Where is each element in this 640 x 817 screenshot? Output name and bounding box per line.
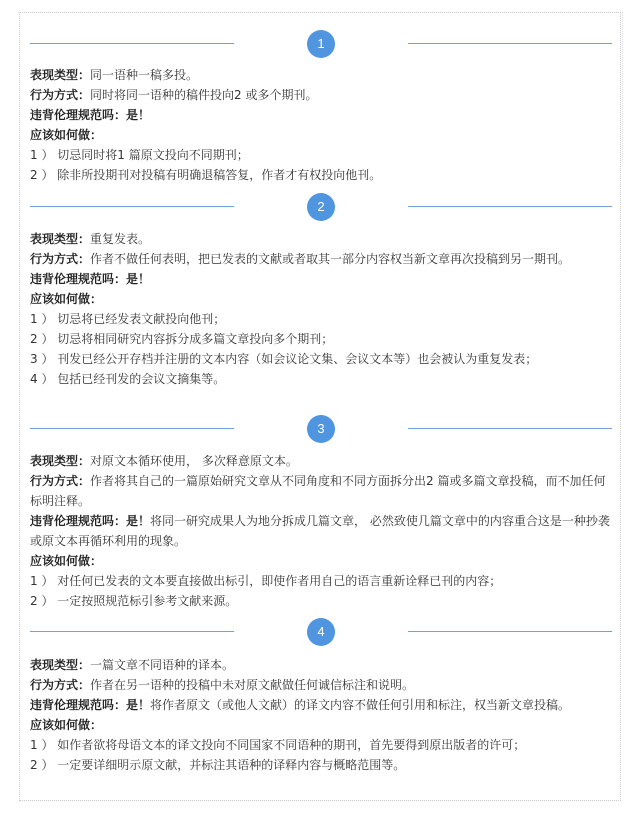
todo-heading: 应该如何做： <box>30 554 103 568</box>
behavior-line <box>30 471 614 511</box>
violation-line <box>30 695 614 715</box>
divider-line <box>408 206 612 207</box>
list-item: 3 ） 刊发已经公开存档并注册的文本内容（如会议论文集、会议文本等）也会被认为重复发表； <box>30 352 538 366</box>
list-item: 4 ） 包括已经刊发的会议文摘集等。 <box>30 372 226 386</box>
divider-line <box>30 631 234 632</box>
type-value: 对原文本循环使用， 多次释意原文本。 <box>90 454 298 468</box>
type-line <box>30 229 614 249</box>
list-item: 2 ） 一定要详细明示原文献，并标注其语种的译释内容与概略范围等。 <box>30 758 406 772</box>
section-header-1 <box>30 30 612 58</box>
section-body-3 <box>30 451 614 611</box>
list-item: 2 ） 除非所投期刊对投稿有明确退稿答复，作者才有权投向他刊。 <box>30 168 382 182</box>
behavior-label: 行为方式： <box>30 88 91 102</box>
violation-label: 违背伦理规范吗：是！ <box>30 698 151 712</box>
behavior-line <box>30 85 614 105</box>
todo-heading: 应该如何做： <box>30 128 103 142</box>
type-label: 表现类型： <box>30 68 91 82</box>
behavior-value: 作者不做任何表明，把已发表的文献或者取其一部分内容权当新文章再次投稿到另一期刊。 <box>90 252 571 266</box>
section-header-4 <box>30 618 612 646</box>
section-body-4 <box>30 655 614 775</box>
list-item: 1 ） 对任何已发表的文本要直接做出标引，即使作者用自己的语言重新诠释已刊的内容； <box>30 574 502 588</box>
list-item: 2 ） 一定按照规范标引参考文献来源。 <box>30 594 238 608</box>
list-item: 1 ） 切忌将已经发表文献投向他刊； <box>30 312 226 326</box>
type-value: 重复发表。 <box>90 232 151 246</box>
type-line <box>30 65 614 85</box>
todo-heading: 应该如何做： <box>30 718 103 732</box>
violation-label: 违背伦理规范吗：是！ <box>30 514 151 528</box>
scrollbar-track[interactable] <box>622 12 632 162</box>
violation-line <box>30 105 614 125</box>
type-label: 表现类型： <box>30 232 91 246</box>
divider-line <box>30 428 234 429</box>
violation-label: 违背伦理规范吗：是！ <box>30 272 151 286</box>
violation-line <box>30 511 614 551</box>
list-item: 2 ） 切忌将相同研究内容拆分成多篇文章投向多个期刊； <box>30 332 334 346</box>
type-value: 一篇文章不同语种的译本。 <box>90 658 235 672</box>
type-value: 同一语种一稿多投。 <box>90 68 199 82</box>
section-number-badge: 2 <box>307 193 335 221</box>
behavior-value: 同时将同一语种的稿件投向2 或多个期刊。 <box>90 88 318 102</box>
divider-line <box>408 631 612 632</box>
divider-line <box>408 43 612 44</box>
section-body-1 <box>30 65 614 185</box>
behavior-label: 行为方式： <box>30 252 91 266</box>
behavior-line <box>30 249 614 269</box>
section-header-2 <box>30 193 612 221</box>
type-line <box>30 655 614 675</box>
divider-line <box>408 428 612 429</box>
behavior-label: 行为方式： <box>30 678 91 692</box>
behavior-line <box>30 675 614 695</box>
list-item: 1 ） 切忌同时将1 篇原文投向不同期刊； <box>30 148 249 162</box>
violation-value: 将同一研究成果人为地分拆成几篇文章， 必然致使几篇文章中的内容重合这是一种抄袭或原文本再循环利用的现象。 <box>30 514 610 548</box>
section-number-badge: 1 <box>307 30 335 58</box>
violation-value: 将作者原文（或他人文献）的译文内容不做任何引用和标注，权当新文章投稿。 <box>150 698 571 712</box>
type-label: 表现类型： <box>30 658 91 672</box>
behavior-label: 行为方式： <box>30 474 91 488</box>
behavior-value: 作者在另一语种的投稿中未对原文献做任何诚信标注和说明。 <box>90 678 415 692</box>
section-number-badge: 3 <box>307 415 335 443</box>
section-header-3 <box>30 415 612 443</box>
divider-line <box>30 206 234 207</box>
divider-line <box>30 43 234 44</box>
list-item: 1 ） 如作者欲将母语文本的译文投向不同国家不同语种的期刊，首先要得到原出版者的许可； <box>30 738 526 752</box>
type-line <box>30 451 614 471</box>
behavior-value: 作者将其自己的一篇原始研究文章从不同角度和不同方面拆分出2 篇或多篇文章投稿，而不加任何标明注释。 <box>30 474 606 508</box>
violation-label: 违背伦理规范吗：是！ <box>30 108 151 122</box>
todo-heading: 应该如何做： <box>30 292 103 306</box>
type-label: 表现类型： <box>30 454 91 468</box>
section-number-badge: 4 <box>307 618 335 646</box>
section-body-2 <box>30 229 614 389</box>
violation-line <box>30 269 614 289</box>
